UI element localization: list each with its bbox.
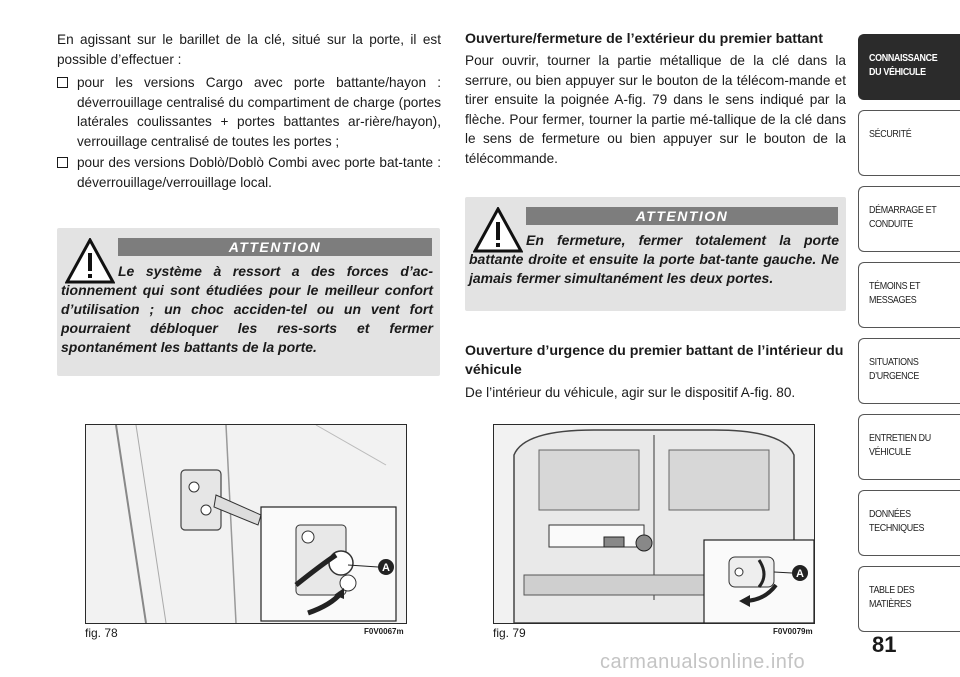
chapter-tabs: [858, 0, 960, 677]
tab-donnees-techniques[interactable]: DONNÉES TECHNIQUES: [858, 490, 960, 556]
tab-entretien-vehicule[interactable]: ENTRETIEN DU VÉHICULE: [858, 414, 960, 480]
tab-demarrage-conduite[interactable]: DÉMARRAGE ET CONDUITE: [858, 186, 960, 252]
warning-box-left: [57, 228, 440, 376]
figure-78-door-hinge: [85, 424, 407, 624]
left-column: [57, 30, 441, 194]
bullet-list: [57, 73, 441, 192]
tab-table-matieres[interactable]: TABLE DES MATIÈRES: [858, 566, 960, 632]
bullet-item: pour les versions Cargo avec porte battante/hayon : déverrouillage centralisé du compartiment de charge (portes latérales coulissantes + portes battantes ar-rière/hayon), verrouillage centralisé de toutes les portes ;: [57, 73, 441, 151]
figure-79-rear-doors: [493, 424, 815, 624]
heading-emergency-opening: Ouverture d’urgence du premier battant de l’intérieur du véhicule: [465, 343, 844, 378]
figure-79-code: F0V0079m: [773, 627, 813, 636]
figure-78-code: F0V0067m: [364, 627, 404, 636]
page-number: 81: [872, 632, 897, 657]
figure-78-callout: A: [382, 562, 390, 574]
warning-box-right: [465, 197, 846, 311]
warning-text: Le système à ressort a des forces d’ac-tionnement qui sont étudiées pour le meilleur confort d’utilisation ; un choc acciden-tel ou un vent fort pourraient débloquer les res-sorts et fermer spontanément les battants de la porte.: [61, 263, 433, 355]
tab-connaissance-vehicule[interactable]: CONNAISSANCE DU VÉHICULE: [858, 34, 960, 100]
emergency-paragraph: De l’intérieur du véhicule, agir sur le dispositif A-fig. 80.: [465, 385, 796, 400]
warning-text: En fermeture, fermer totalement la porte battante droite et ensuite la porte bat-tante gauche. Ne jamais fermer simultanément les deux portes.: [469, 232, 839, 286]
bullet-item: pour des versions Doblò/Doblò Combi avec porte bat-tante : déverrouillage/verrouillage local.: [57, 153, 441, 192]
figure-79-caption: fig. 79: [493, 626, 526, 640]
figure-78-caption: fig. 78: [85, 626, 118, 640]
checkbox-bullet-icon: [57, 157, 68, 168]
intro-paragraph: En agissant sur le barillet de la clé, situé sur la porte, il est possible d’effectuer :: [57, 32, 441, 67]
tab-situations-urgence[interactable]: SITUATIONS D’URGENCE: [858, 338, 960, 404]
figure-79-callout: A: [796, 568, 804, 580]
heading-exterior-opening: Ouverture/fermeture de l’extérieur du premier battant: [465, 31, 823, 47]
checkbox-bullet-icon: [57, 77, 68, 88]
rear-doors-illustration: [494, 425, 814, 623]
emergency-section: [465, 342, 846, 403]
exterior-opening-paragraph: Pour ouvrir, tourner la partie métallique de la clé dans la serrure, ou bien appuyer sur le bouton de la télécom-mande et tirer ensuite la poignée A-fig. 79 dans le sens indiqué par la flèche. Pour fermer, tourner la partie mé-tallique de la clé dans le sens de fermeture ou bien appuyer sur le bouton de la télécommande.: [465, 53, 846, 166]
door-hinge-illustration: [86, 425, 406, 623]
tab-temoins-messages[interactable]: TÉMOINS ET MESSAGES: [858, 262, 960, 328]
tab-securite[interactable]: SÉCURITÉ: [858, 110, 960, 176]
watermark: carmanualsonline.info: [600, 651, 806, 673]
warning-title: ATTENTION: [118, 238, 432, 256]
right-column: [465, 30, 846, 168]
warning-title: ATTENTION: [526, 207, 838, 225]
